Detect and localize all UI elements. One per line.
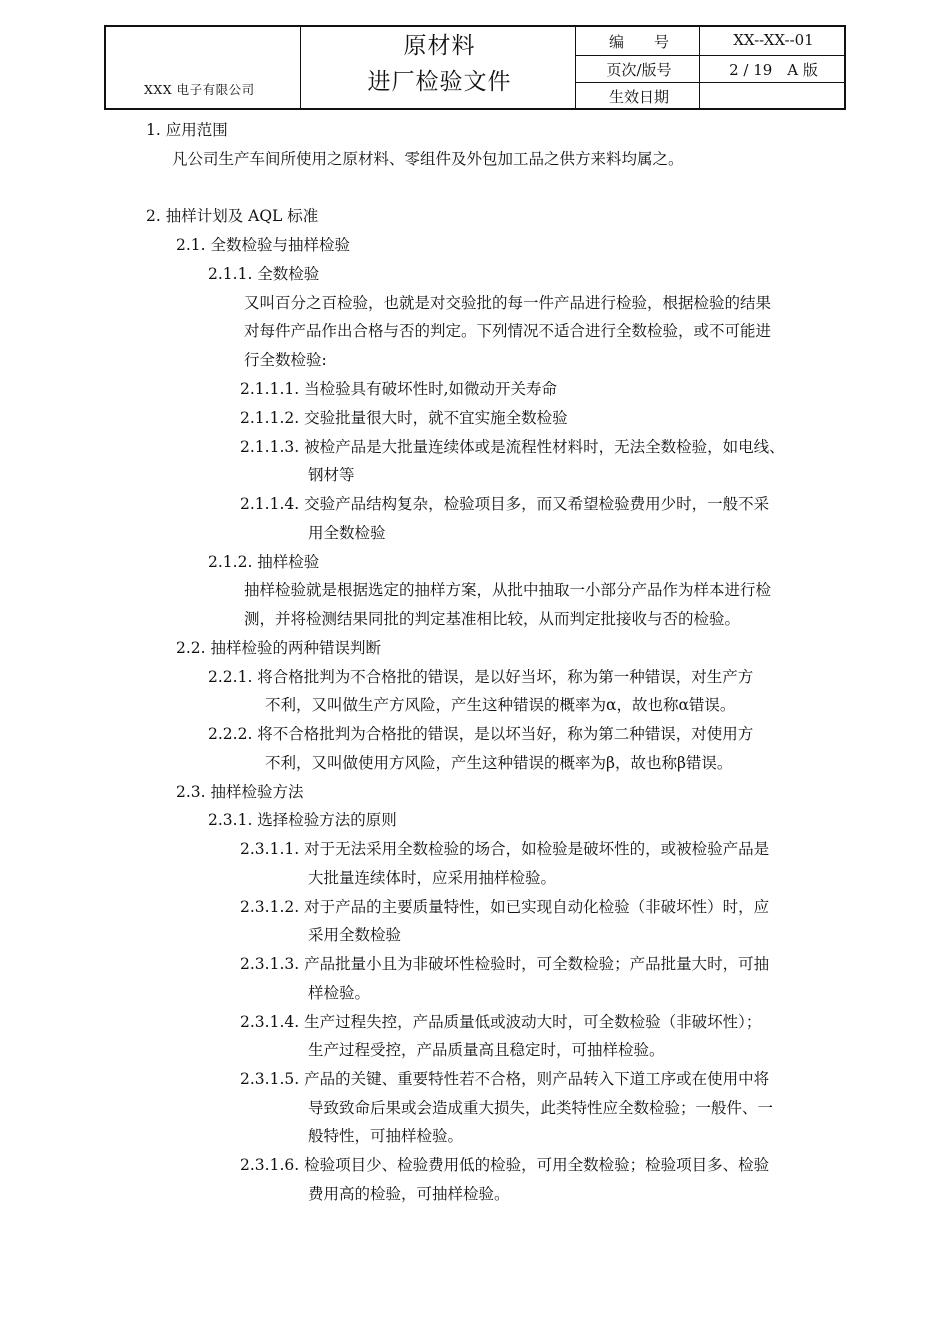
section-2-heading: 2. 抽样计划及 AQL 标准 (146, 207, 319, 225)
list-item: 2.2.2. 将不合格批判为合格批的错误，是以坏当好，称为第二种错误，对使用方 (208, 725, 754, 743)
section-2-2-heading: 2.2. 抽样检验的两种错误判断 (176, 639, 382, 657)
list-item-continuation: 用全数检验 (308, 524, 386, 542)
section-2-1-1-heading: 2.1.1. 全数检验 (208, 265, 320, 283)
header-row-divider (575, 55, 844, 56)
document-header-table (104, 25, 846, 110)
paragraph-line: 行全数检验: (244, 351, 327, 369)
list-item: 2.1.1.1. 当检验具有破坏性时,如微动开关寿命 (240, 380, 558, 398)
paragraph-line: 测，并将检测结果同批的判定基准相比较，从而判定批接收与否的检验。 (244, 610, 741, 628)
list-item-continuation: 导致致命后果或会造成重大损失，此类特性应全数检验；一般件、一 (308, 1099, 774, 1117)
list-item: 2.3.1.3. 产品批量小且为非破坏性检验时，可全数检验；产品批量大时，可抽 (240, 955, 770, 973)
list-item-continuation: 生产过程受控，产品质量高且稳定时，可抽样检验。 (308, 1041, 665, 1059)
list-item: 2.3.1.5. 产品的关键、重要特性若不合格，则产品转入下道工序或在使用中将 (240, 1070, 770, 1088)
list-item-continuation: 样检验。 (308, 984, 371, 1002)
section-1-heading: 1. 应用范围 (146, 121, 228, 139)
list-item-continuation: 大批量连续体时，应采用抽样检验。 (308, 869, 557, 887)
list-item-continuation: 不利，又叫做使用方风险，产生这种错误的概率为β，故也称β错误。 (265, 754, 733, 772)
section-2-3-heading: 2.3. 抽样检验方法 (176, 783, 304, 801)
paragraph-line: 对每件产品作出合格与否的判定。下列情况不适合进行全数检验，或不可能进 (244, 322, 772, 340)
doc-code-label: 编 号 (608, 33, 669, 51)
list-item: 2.1.1.2. 交验批量很大时，就不宜实施全数检验 (240, 409, 568, 427)
list-item: 2.1.1.3. 被检产品是大批量连续体或是流程性材料时，无法全数检验，如电线、 (240, 438, 785, 456)
effective-date-label: 生效日期 (608, 88, 669, 106)
list-item: 2.3.1.6. 检验项目少、检验费用低的检验，可用全数检验；检验项目多、检验 (240, 1156, 770, 1174)
section-2-1-heading: 2.1. 全数检验与抽样检验 (176, 236, 351, 254)
paragraph-line: 又叫百分之百检验，也就是对交验批的每一件产品进行检验，根据检验的结果 (244, 294, 772, 312)
document-title: 原材料 (403, 33, 476, 59)
list-item: 2.3.1.4. 生产过程失控，产品质量低或波动大时，可全数检验（非破坏性）； (240, 1013, 762, 1031)
doc-code-value: XX--XX--01 (733, 31, 814, 49)
list-item: 2.1.1.4. 交验产品结构复杂，检验项目多，而又希望检验费用少时，一般不采 (240, 495, 770, 513)
list-item-continuation: 不利，又叫做生产方风险，产生这种错误的概率为α，故也称α错误。 (265, 696, 736, 714)
header-divider (300, 27, 301, 108)
list-item-continuation: 钢材等 (308, 466, 355, 484)
list-item: 2.2.1. 将合格批判为不合格批的错误，是以好当坏，称为第一种错误，对生产方 (208, 668, 754, 686)
list-item-continuation: 采用全数检验 (308, 926, 402, 944)
list-item-continuation: 费用高的检验，可抽样检验。 (308, 1185, 510, 1203)
section-2-3-1-heading: 2.3.1. 选择检验方法的原则 (208, 811, 397, 829)
page-version-label: 页次/版号 (606, 61, 672, 79)
document-subtitle: 进厂检验文件 (367, 69, 512, 95)
section-2-1-2-heading: 2.1.2. 抽样检验 (208, 553, 320, 571)
page-version-value: 2 / 19 A 版 (729, 61, 818, 79)
header-row-divider (575, 82, 844, 83)
paragraph-line: 抽样检验就是根据选定的抽样方案，从批中抽取一小部分产品作为样本进行检 (244, 581, 772, 599)
list-item-continuation: 般特性，可抽样检验。 (308, 1127, 464, 1145)
list-item: 2.3.1.1. 对于无法采用全数检验的场合，如检验是破坏性的，或被检验产品是 (240, 840, 770, 858)
list-item: 2.3.1.2. 对于产品的主要质量特性，如已实现自动化检验（非破坏性）时，应 (240, 898, 770, 916)
company-name: XXX 电子有限公司 (144, 82, 255, 97)
section-1-text: 凡公司生产车间所使用之原材料、零组件及外包加工品之供方来料均属之。 (172, 150, 684, 168)
